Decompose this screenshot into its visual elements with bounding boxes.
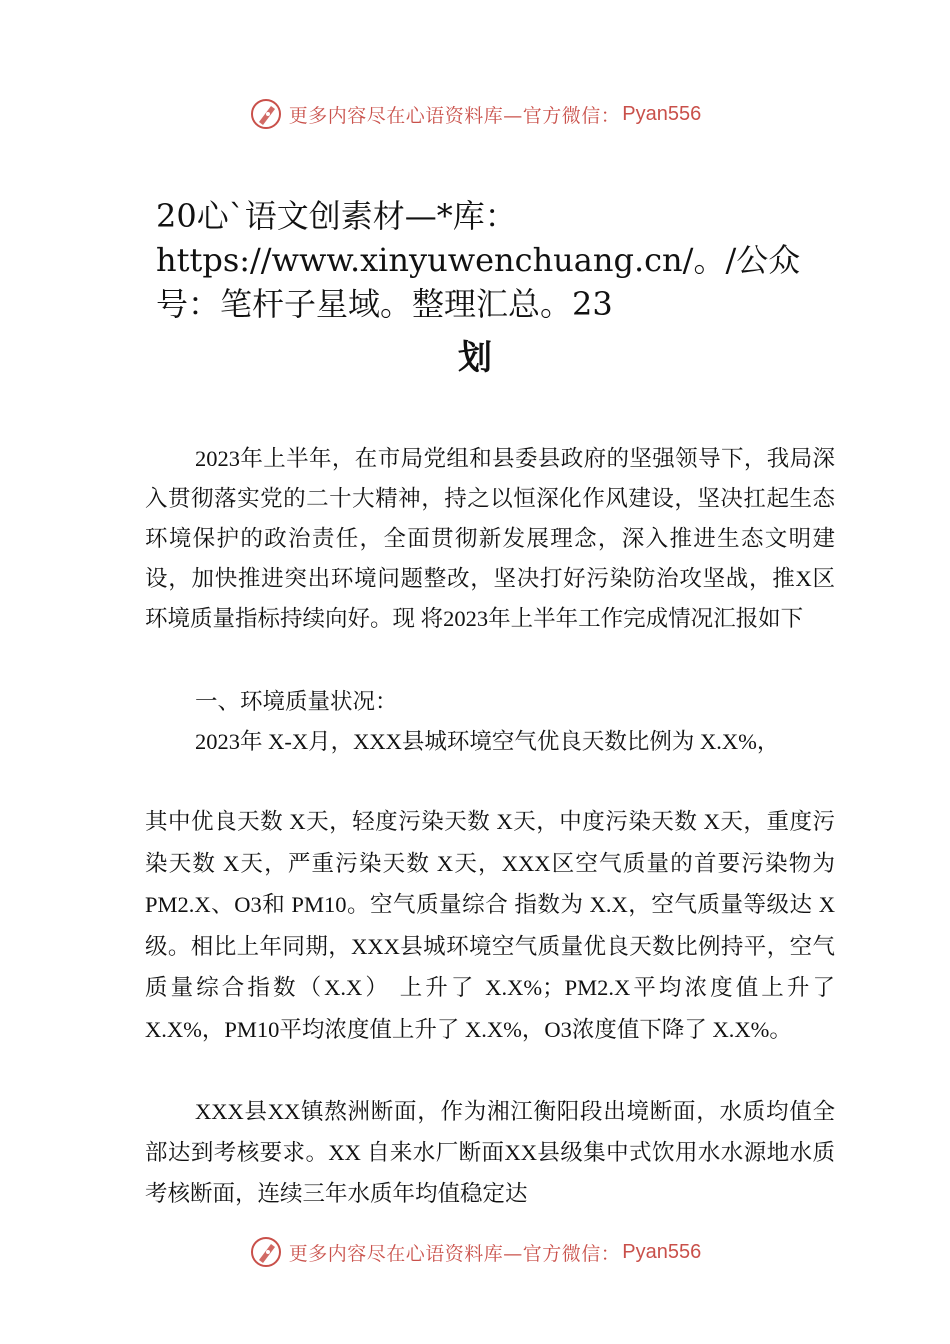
body-paragraph-air-quality-detail: 其中优良天数 X天，轻度污染天数 X天，中度污染天数 X天，重度污染天数 X天，严重污染天数 X天，XXX区空气质量的首要污染物为 PM2.X、O3和 PM10。空气质量综合 指数为 X.X，空气质量等级达 X级。相比上年同期，XXX县城环境空气质量优良天数比例持平，空气质量综合指数（X.X） 上升了 X.X%；PM2.X平均浓度值上升了 X.X%，PM10平均浓度值上升了 X.X%，O3浓度值下降了 X.X%。 — [145, 809, 835, 1042]
body-paragraph-air-quality-head: 2023年 X-X月，XXX县城环境空气优良天数比例为 X.X%， — [195, 729, 780, 754]
watermark-text: 更多内容尽在心语资料库—官方微信： — [288, 104, 621, 127]
watermark-wechat-id: Pyan556 — [622, 102, 702, 125]
pen-nib-circle-logo-icon — [249, 1235, 283, 1269]
body-paragraph-intro: 2023年上半年，在市局党组和县委县政府的坚强领导下，我局深入贯彻落实党的二十大精神，持之以恒深化作风建设，坚决扛起生态环境保护的政治责任，全面贯彻新发展理念，深入推进生态文明建设，加快推进突出环境问题整改，坚决打好污染防治攻坚战，推X区环境质量指标持续向好。现 将2023年上半年工作完成情况汇报如下 — [145, 446, 835, 631]
watermark-text: 更多内容尽在心语资料库—官方微信： — [288, 1242, 621, 1265]
body-paragraph-water-quality: XXX县XX镇熬洲断面，作为湘江衡阳段出境断面，水质均值全部达到考核要求。XX 自来水厂断面XX县级集中式饮用水水源地水质考核断面，连续三年水质年均值稳定达 — [145, 1099, 835, 1206]
section-heading-environment-quality: 一、环境质量状况： — [195, 689, 398, 714]
document-title: 划 — [458, 338, 492, 378]
watermark-wechat-id: Pyan556 — [622, 1240, 702, 1263]
pen-nib-circle-logo-icon — [249, 97, 283, 131]
watermark-footer — [0, 1234, 950, 1270]
source-header-text: 20心`语文创素材—*库：https://www.xinyuwenchuang.cn/。/公众号：笔杆子星域。整理汇总。23 — [156, 197, 801, 323]
watermark-header — [0, 96, 950, 132]
